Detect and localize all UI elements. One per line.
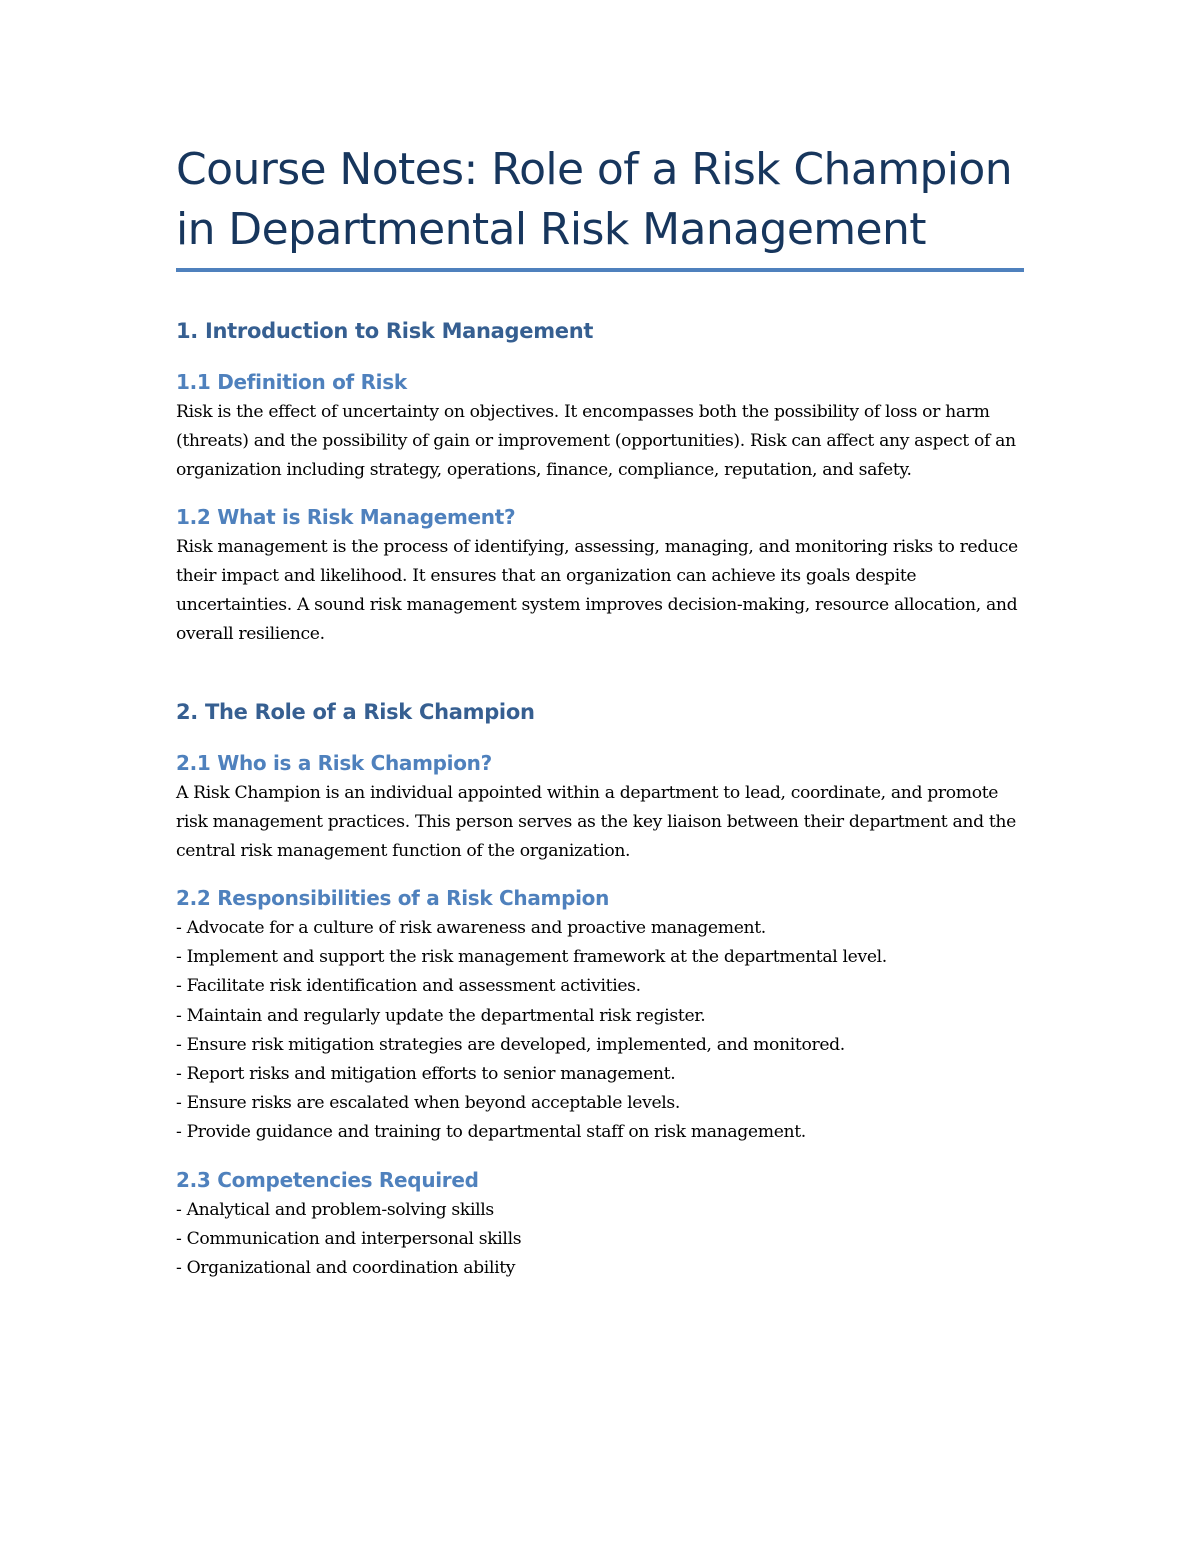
section-2-heading: 2. The Role of a Risk Champion xyxy=(176,700,535,724)
subsection-1-2-heading: 1.2 What is Risk Management? xyxy=(176,505,516,529)
list-item: - Report risks and mitigation efforts to senior management. xyxy=(176,1064,676,1085)
subsection-2-3-heading: 2.3 Competencies Required xyxy=(176,1167,479,1192)
document-title: Course Notes: Role of a Risk Champion in Departmental Risk Management xyxy=(176,144,1013,255)
list-item: - Advocate for a culture of risk awareness and proactive management. xyxy=(176,918,766,938)
list-item: - Analytical and problem-solving skills xyxy=(176,1199,494,1220)
subsection-1-2-paragraph: Risk management is the process of identifying, assessing, managing, and monitoring risks to reduce their impact and likelihood. It ensures that an organization can achieve its goals despite uncertainties. A sound risk management system improves decision-making, resource allocation, and overall resilience. xyxy=(176,537,1018,644)
list-item: - Ensure risks are escalated when beyond acceptable levels. xyxy=(176,1093,681,1114)
document-body xyxy=(176,140,1026,1283)
subsection-1-1-heading: 1.1 Definition of Risk xyxy=(176,370,407,394)
list-item: - Implement and support the risk management framework at the departmental level. xyxy=(176,947,887,968)
subsection-1-1-paragraph: Risk is the effect of uncertainty on objectives. It encompasses both the possibility of loss or harm (threats) and the possibility of gain or improvement (opportunities). Risk can affect any aspect of an organization including strategy, operations, finance, compliance, reputation, and safety. xyxy=(176,402,1016,480)
section-1-heading: 1. Introduction to Risk Management xyxy=(176,319,594,343)
subsection-2-2-heading: 2.2 Responsibilities of a Risk Champion xyxy=(176,886,610,910)
list-item: - Organizational and coordination ability xyxy=(176,1258,516,1279)
list-item: - Provide guidance and training to departmental staff on risk management. xyxy=(176,1122,806,1143)
title-underline-rule xyxy=(176,268,1024,272)
list-item: - Ensure risk mitigation strategies are developed, implemented, and monitored. xyxy=(176,1034,845,1055)
list-item: - Maintain and regularly update the departmental risk register. xyxy=(176,1005,706,1026)
competencies-list xyxy=(176,1196,1026,1284)
subsection-2-1-paragraph: A Risk Champion is an individual appointed within a department to lead, coordinate, and promote risk management practices. This person serves as the key liaison between their department and the central risk management function of the organization. xyxy=(176,783,1016,861)
subsection-2-1-heading: 2.1 Who is a Risk Champion? xyxy=(176,751,492,775)
list-item: - Facilitate risk identification and assessment activities. xyxy=(176,976,641,997)
list-item: - Communication and interpersonal skills xyxy=(176,1228,522,1249)
responsibilities-list xyxy=(176,914,1026,1148)
